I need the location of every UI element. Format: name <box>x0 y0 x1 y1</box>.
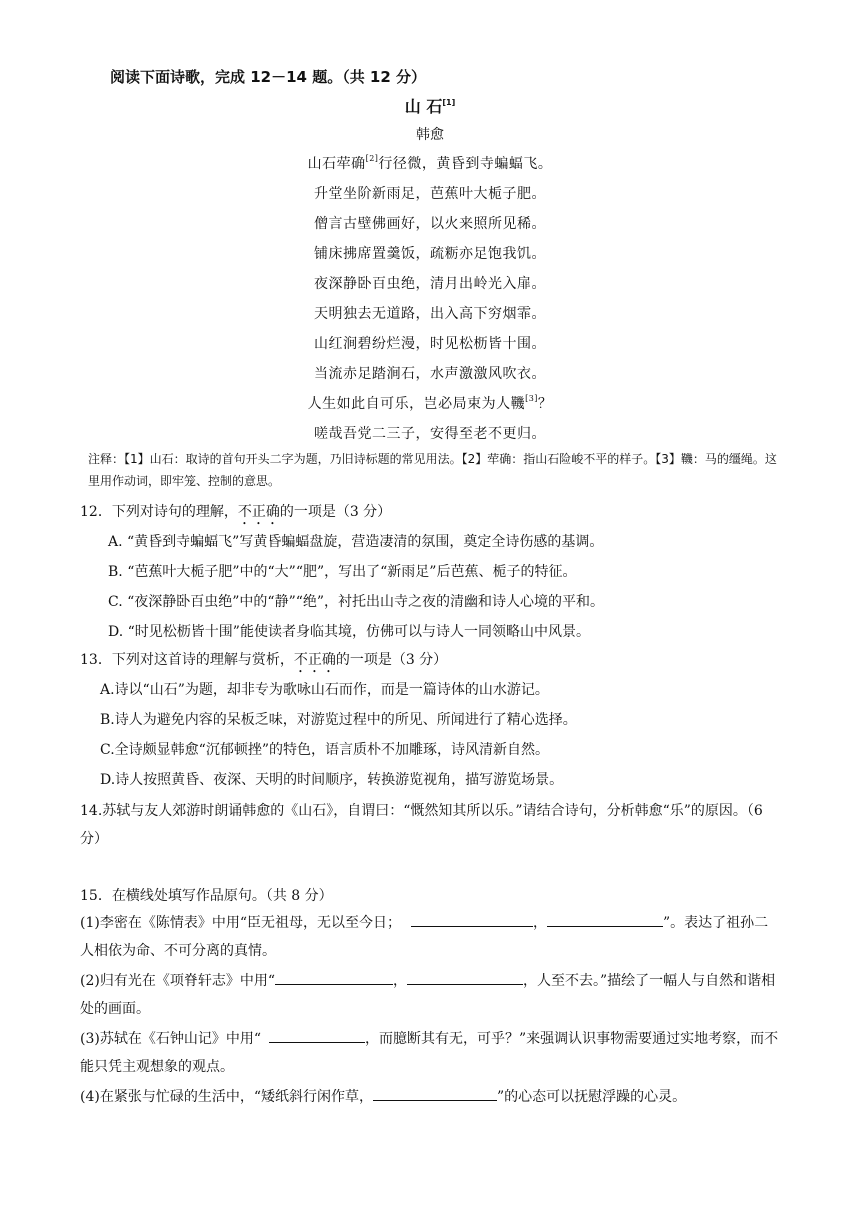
question-12-stem-pre: 12．下列对诗句的理解， <box>80 504 238 520</box>
item-2-text-b: ，人至不去。”描绘了一幅人与自然和谐相处的画面。 <box>80 973 776 1017</box>
item-1-text-b: ”。表达了祖孙二人相依为命、不可分离的真情。 <box>80 915 769 959</box>
item-2-separator: ， <box>393 973 407 989</box>
question-12-option-a: A. “黄昏到寺蝙蝠飞”写黄昏蝙蝠盘旋，营造凄清的氛围，奠定全诗伤感的基调。 <box>108 534 604 550</box>
question-13-stem-pre: 13．下列对这首诗的理解与赏析， <box>80 652 294 668</box>
poem-line-9-part-b: ？ <box>537 396 553 412</box>
question-15-stem: 15．在横线处填写作品原句。（共 8 分） <box>80 888 333 904</box>
question-13-stem-post: 的一项是（3 分） <box>335 652 448 668</box>
poem-line-1-part-b: 行径微，黄昏到寺蝙蝠飞。 <box>378 156 553 172</box>
poem-title <box>0 94 860 117</box>
fill-blank-1a[interactable] <box>411 912 533 927</box>
footnote-ref-2: [2] <box>365 154 379 163</box>
section-heading: 阅读下面诗歌，完成 12－14 题。（共 12 分） <box>110 68 427 86</box>
poem-line-5: 夜深静卧百虫绝，清月出岭光入扉。 <box>314 276 546 292</box>
question-13-option-c: C.全诗颇显韩愈“沉郁顿挫”的特色，语言质朴不加雕琢，诗风清新自然。 <box>100 742 549 758</box>
poem-line-1 <box>0 153 860 173</box>
question-12-emphasis: 不正确 <box>237 504 280 520</box>
question-15-item-1 <box>80 909 780 965</box>
item-2-text-a: (2)归有光在《项脊轩志》中用“ <box>80 973 275 989</box>
item-1-separator: ， <box>533 915 547 931</box>
poem-line-2: 升堂坐阶新雨足，芭蕉叶大栀子肥。 <box>314 186 546 202</box>
poem-line-6: 天明独去无道路，出入高下穷烟霏。 <box>314 306 546 322</box>
poem-line-4: 铺床拂席置羹饭，疏粝亦足饱我饥。 <box>314 246 546 262</box>
question-12-option-d: D. “时见松枥皆十围”能使读者身临其境，仿佛可以与诗人一同领略山中风景。 <box>108 624 590 640</box>
poem-title-text: 山 石 <box>404 97 443 116</box>
footnote-ref-3: [3] <box>525 394 538 403</box>
question-13-option-d: D.诗人按照黄昏、夜深、天明的时间顺序，转换游览视角，描写游览场景。 <box>100 772 564 788</box>
fill-blank-3[interactable] <box>269 1028 365 1043</box>
poem-line-10: 嗟哉吾党二三子，安得至老不更归。 <box>314 426 546 442</box>
item-4-text-a: (4)在紧张与忙碌的生活中，“矮纸斜行闲作草， <box>80 1089 373 1105</box>
question-12-stem <box>80 501 391 528</box>
question-14: 14.苏轼与友人郊游时朗诵韩愈的《山石》，自谓曰：“慨然知其所以乐。”请结合诗句，分析韩愈“乐”的原因。（6 分） <box>80 803 763 847</box>
poem-line-8: 当流赤足踏涧石，水声激激风吹衣。 <box>314 366 546 382</box>
fill-blank-1b[interactable] <box>547 912 663 927</box>
footnote-ref-1: [1] <box>442 98 456 107</box>
fill-blank-2a[interactable] <box>275 970 393 985</box>
fill-blank-4[interactable] <box>373 1086 497 1101</box>
poem-notes: 注释：【1】山石：取诗的首句开头二字为题，乃旧诗标题的常见用法。【2】荦确：指山石险峻不平的样子。【3】鞿：马的缰绳。这里用作动词，即牢笼、控制的意思。 <box>88 452 777 488</box>
fill-blank-2b[interactable] <box>407 970 523 985</box>
question-13-emphasis: 不正确 <box>293 652 336 668</box>
question-15-item-2 <box>80 967 780 1023</box>
question-13-option-b: B.诗人为避免内容的呆板乏味，对游览过程中的所见、所闻进行了精心选择。 <box>100 712 577 728</box>
question-12-stem-post: 的一项是（3 分） <box>279 504 392 520</box>
question-12-option-b: B. “芭蕉叶大栀子肥”中的“大”“肥”，写出了“新雨足”后芭蕉、栀子的特征。 <box>108 564 577 580</box>
question-12-option-c: C. “夜深静卧百虫绝”中的“静”“绝”，衬托出山寺之夜的清幽和诗人心境的平和。 <box>108 594 605 610</box>
poem-line-7: 山红涧碧纷烂漫，时见松枥皆十围。 <box>314 336 546 352</box>
poem-line-9 <box>0 393 860 413</box>
question-13-option-a: A.诗以“山石”为题，却非专为歌咏山石而作，而是一篇诗体的山水游记。 <box>100 682 549 698</box>
poem-author: 韩愈 <box>416 127 444 143</box>
poem-line-3: 僧言古壁佛画好，以火来照所见稀。 <box>314 216 546 232</box>
question-13-stem <box>80 649 447 676</box>
item-3-text-b: ，而臆断其有无，可乎？”来强调认识事物需要通过实地考察，而不能只凭主观想象的观点。 <box>80 1031 779 1075</box>
poem-line-9-part-a: 人生如此自可乐，岂必局束为人鞿 <box>307 396 526 412</box>
poem-line-1-part-a: 山石荦确 <box>307 156 366 172</box>
item-3-text-a: (3)苏轼在《石钟山记》中用“ <box>80 1031 261 1047</box>
question-15-item-4 <box>80 1083 780 1111</box>
item-4-text-b: ”的心态可以抚慰浮躁的心灵。 <box>497 1089 687 1105</box>
item-1-text-a: (1)李密在《陈情表》中用“臣无祖母，无以至今日； <box>80 915 401 931</box>
question-15-item-3 <box>80 1025 780 1081</box>
